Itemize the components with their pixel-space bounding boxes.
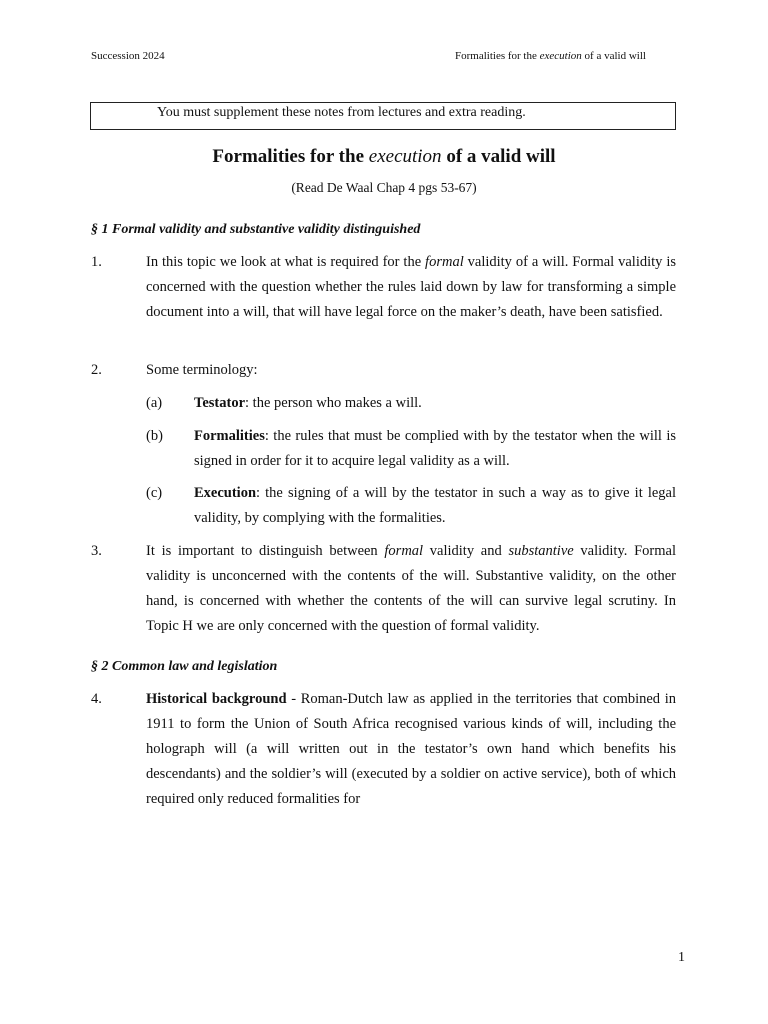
paragraph-1-emphasis: formal (425, 254, 464, 270)
paragraph-4-text: - Roman-Dutch law as applied in the territories that combined in 1911 to form the Union of South Africa recognised various kinds of will, including the holograph will (a will written out in the testator’s own hand which benefits his descendants) and the soldier’s will (executed by a soldier on active service), both of which required only reduced formalities for (146, 691, 676, 807)
running-header-right-prefix: Formalities for the (455, 50, 540, 62)
paragraph-3-emphasis-substantive: substantive (508, 543, 574, 559)
paragraph-3-part-c: validity and (423, 543, 509, 559)
paragraph-3-part-a: It is important to distinguish between (146, 543, 385, 559)
running-header-right (455, 49, 646, 63)
term-a-letter: (a) (146, 395, 163, 411)
term-c (194, 481, 676, 531)
term-a-definition: : the person who makes a will. (245, 395, 422, 411)
reading-reference: (Read De Waal Chap 4 pgs 53-67) (291, 180, 477, 195)
page-number: 1 (678, 950, 685, 965)
notice-box (90, 102, 676, 130)
running-header-left: Succession 2024 (91, 50, 165, 62)
term-b-definition: : the rules that must be complied with by the testator when the will is signed in order for it to acquire legal validity as a will. (194, 428, 676, 469)
paragraph-1 (146, 250, 676, 325)
paragraph-3-emphasis-formal: formal (384, 543, 424, 559)
term-c-letter: (c) (146, 485, 163, 501)
section-2-heading: § 2 Common law and legislation (91, 659, 278, 674)
paragraph-2: Some terminology: (146, 362, 258, 378)
term-b-name: Formalities (194, 428, 265, 444)
term-a-name: Testator (194, 395, 246, 411)
running-header-right-suffix: of a valid will (581, 50, 646, 62)
paragraph-1-part-c: validity of a will. Formal validity is concerned with the question whether the rules laid down by law for transforming a simple document into a will, that will have legal force on the maker’s death, have been satisfied. (146, 254, 676, 320)
term-c-definition: : the signing of a will by the testator in such a way as to give it legal validity, by complying with the formalities. (194, 485, 676, 526)
title-prefix: Formalities for the (212, 146, 369, 167)
title-suffix: of a valid will (441, 146, 556, 167)
paragraph-3-number: 3. (91, 543, 102, 559)
paragraph-2-number: 2. (91, 362, 102, 378)
paragraph-3-part-e: validity. Formal validity is unconcerned with the contents of the will. Substantive validity, on the other hand, is concerned with whether the contents of the will can survive legal scrutiny. In Topic H we are only concerned with the question of formal validity. (146, 543, 676, 634)
running-header-right-emphasis: execution (539, 50, 582, 62)
term-a (194, 391, 676, 416)
title-emphasis: execution (368, 146, 442, 167)
paragraph-4 (146, 687, 676, 812)
term-b-letter: (b) (146, 428, 163, 444)
paragraph-1-number: 1. (91, 254, 102, 270)
term-b (194, 424, 676, 474)
paragraph-4-term: Historical background (146, 691, 287, 707)
notice-text: You must supplement these notes from lectures and extra reading. (157, 105, 526, 120)
paragraph-1-part-a: In this topic we look at what is required for the (146, 254, 426, 270)
paragraph-3 (146, 539, 676, 639)
paragraph-4-number: 4. (91, 691, 102, 707)
term-c-name: Execution (194, 485, 257, 501)
section-1-heading: § 1 Formal validity and substantive validity distinguished (91, 222, 421, 237)
page-title (0, 146, 768, 168)
